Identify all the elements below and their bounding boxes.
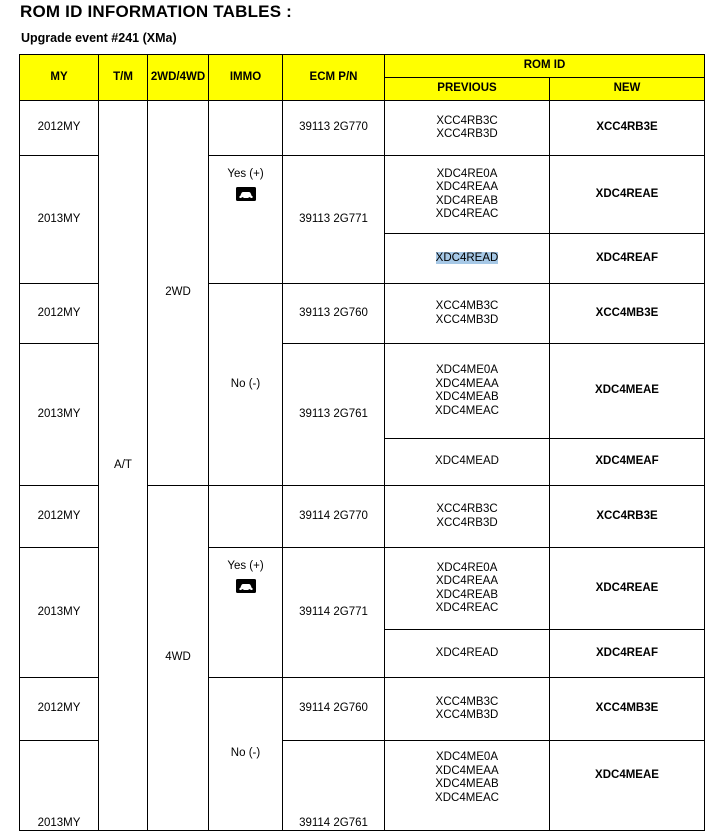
previous-rom-id: XCC4RB3D — [436, 516, 498, 529]
previous-rom-cell — [385, 678, 550, 741]
selected-rom-id-text[interactable]: XDC4READ — [435, 251, 499, 264]
header-previous: PREVIOUS — [385, 78, 550, 101]
previous-rom-cell — [385, 344, 550, 439]
new-rom-cell: XDC4REAE — [550, 548, 705, 630]
drive-cell-4wd: 4WD — [148, 486, 209, 831]
previous-rom-id: XDC4MEAB — [435, 778, 499, 790]
immo-cell-yes — [209, 548, 283, 678]
header-rom-id: ROM ID — [385, 55, 705, 78]
previous-rom-id: XDC4REAA — [436, 575, 498, 587]
my-cell: 2013MY — [20, 344, 99, 486]
previous-rom-id: XDC4REAB — [436, 588, 498, 601]
previous-rom-id: XDC4REAB — [436, 194, 498, 207]
previous-rom-id: XCC4MB3D — [435, 709, 499, 721]
previous-rom-id: XDC4MEAA — [435, 764, 499, 777]
previous-rom-id: XCC4RB3C — [436, 114, 498, 127]
ecm-cell: 39113 2G770 — [283, 101, 385, 156]
new-rom-cell: XDC4REAF — [550, 234, 705, 284]
header-ecm: ECM P/N — [283, 55, 385, 101]
previous-rom-cell — [385, 284, 550, 344]
previous-rom-id: XCC4RB3C — [436, 503, 498, 515]
previous-rom-cell — [385, 548, 550, 630]
table-row — [20, 101, 705, 156]
previous-rom-id: XDC4REAC — [435, 208, 499, 220]
previous-rom-cell — [385, 234, 550, 284]
header-tm: T/M — [99, 55, 148, 101]
my-cell: 2013MY — [20, 156, 99, 284]
new-rom-cell: XDC4MEAE — [550, 344, 705, 439]
my-cell: 2013MY — [20, 741, 99, 831]
immo-cell-no: No (-) — [209, 284, 283, 486]
header-drive: 2WD/4WD — [148, 55, 209, 101]
header-my: MY — [20, 55, 99, 101]
my-cell: 2012MY — [20, 678, 99, 741]
previous-rom-id: XCC4MB3D — [435, 313, 499, 326]
previous-rom-id: XDC4MEAC — [435, 404, 499, 417]
header-new: NEW — [550, 78, 705, 101]
header-immo: IMMO — [209, 55, 283, 101]
previous-rom-id: XCC4MB3C — [435, 300, 499, 312]
previous-rom-id: XCC4MB3C — [435, 695, 499, 708]
new-rom-cell: XDC4MEAF — [550, 439, 705, 486]
ecm-cell: 39113 2G761 — [283, 344, 385, 486]
ecm-cell: 39113 2G771 — [283, 156, 385, 284]
my-cell: 2012MY — [20, 284, 99, 344]
page-title: ROM ID INFORMATION TABLES : — [20, 2, 293, 21]
previous-rom-id: XDC4MEAA — [435, 377, 499, 390]
new-rom-cell: XDC4REAE — [550, 156, 705, 234]
previous-rom-id: XDC4REAC — [435, 602, 499, 614]
new-rom-cell: XDC4MEAE — [550, 741, 705, 831]
immo-cell-no: No (-) — [209, 678, 283, 831]
upgrade-event-subtitle: Upgrade event #241 (XMa) — [21, 31, 177, 45]
my-cell: 2012MY — [20, 101, 99, 156]
car-key-icon — [236, 579, 256, 593]
car-key-icon — [236, 187, 256, 201]
new-rom-cell: XCC4MB3E — [550, 678, 705, 741]
previous-rom-cell — [385, 101, 550, 156]
drive-cell-2wd: 2WD — [148, 101, 209, 486]
previous-rom-cell — [385, 741, 550, 831]
tm-cell: A/T — [99, 101, 148, 831]
previous-rom-id: XDC4MEAC — [435, 791, 499, 804]
ecm-cell: 39113 2G760 — [283, 284, 385, 344]
previous-rom-cell: XDC4MEAD — [385, 439, 550, 486]
new-rom-cell: XCC4RB3E — [550, 486, 705, 548]
previous-rom-id: XDC4ME0A — [436, 364, 498, 376]
previous-rom-id: XDC4ME0A — [436, 751, 498, 763]
immo-cell-stub — [209, 486, 283, 548]
ecm-cell: 39114 2G771 — [283, 548, 385, 678]
previous-rom-cell — [385, 156, 550, 234]
new-rom-cell: XDC4REAF — [550, 630, 705, 678]
previous-rom-id: XDC4REAA — [436, 181, 498, 193]
ecm-cell: 39114 2G770 — [283, 486, 385, 548]
previous-rom-id: XDC4MEAB — [435, 391, 499, 403]
immo-cell-stub — [209, 101, 283, 156]
previous-rom-id: XDC4RE0A — [436, 561, 498, 574]
previous-rom-cell: XDC4READ — [385, 630, 550, 678]
my-cell: 2013MY — [20, 548, 99, 678]
rom-id-table — [19, 54, 705, 831]
previous-rom-id: XCC4RB3D — [436, 128, 498, 140]
immo-label: Yes (+) — [227, 560, 264, 572]
ecm-cell: 39114 2G760 — [283, 678, 385, 741]
ecm-cell: 39114 2G761 — [283, 741, 385, 831]
new-rom-cell: XCC4MB3E — [550, 284, 705, 344]
previous-rom-cell — [385, 486, 550, 548]
previous-rom-id: XDC4RE0A — [436, 167, 498, 180]
new-rom-cell: XCC4RB3E — [550, 101, 705, 156]
immo-cell-yes — [209, 156, 283, 284]
my-cell: 2012MY — [20, 486, 99, 548]
immo-label: Yes (+) — [227, 168, 264, 180]
